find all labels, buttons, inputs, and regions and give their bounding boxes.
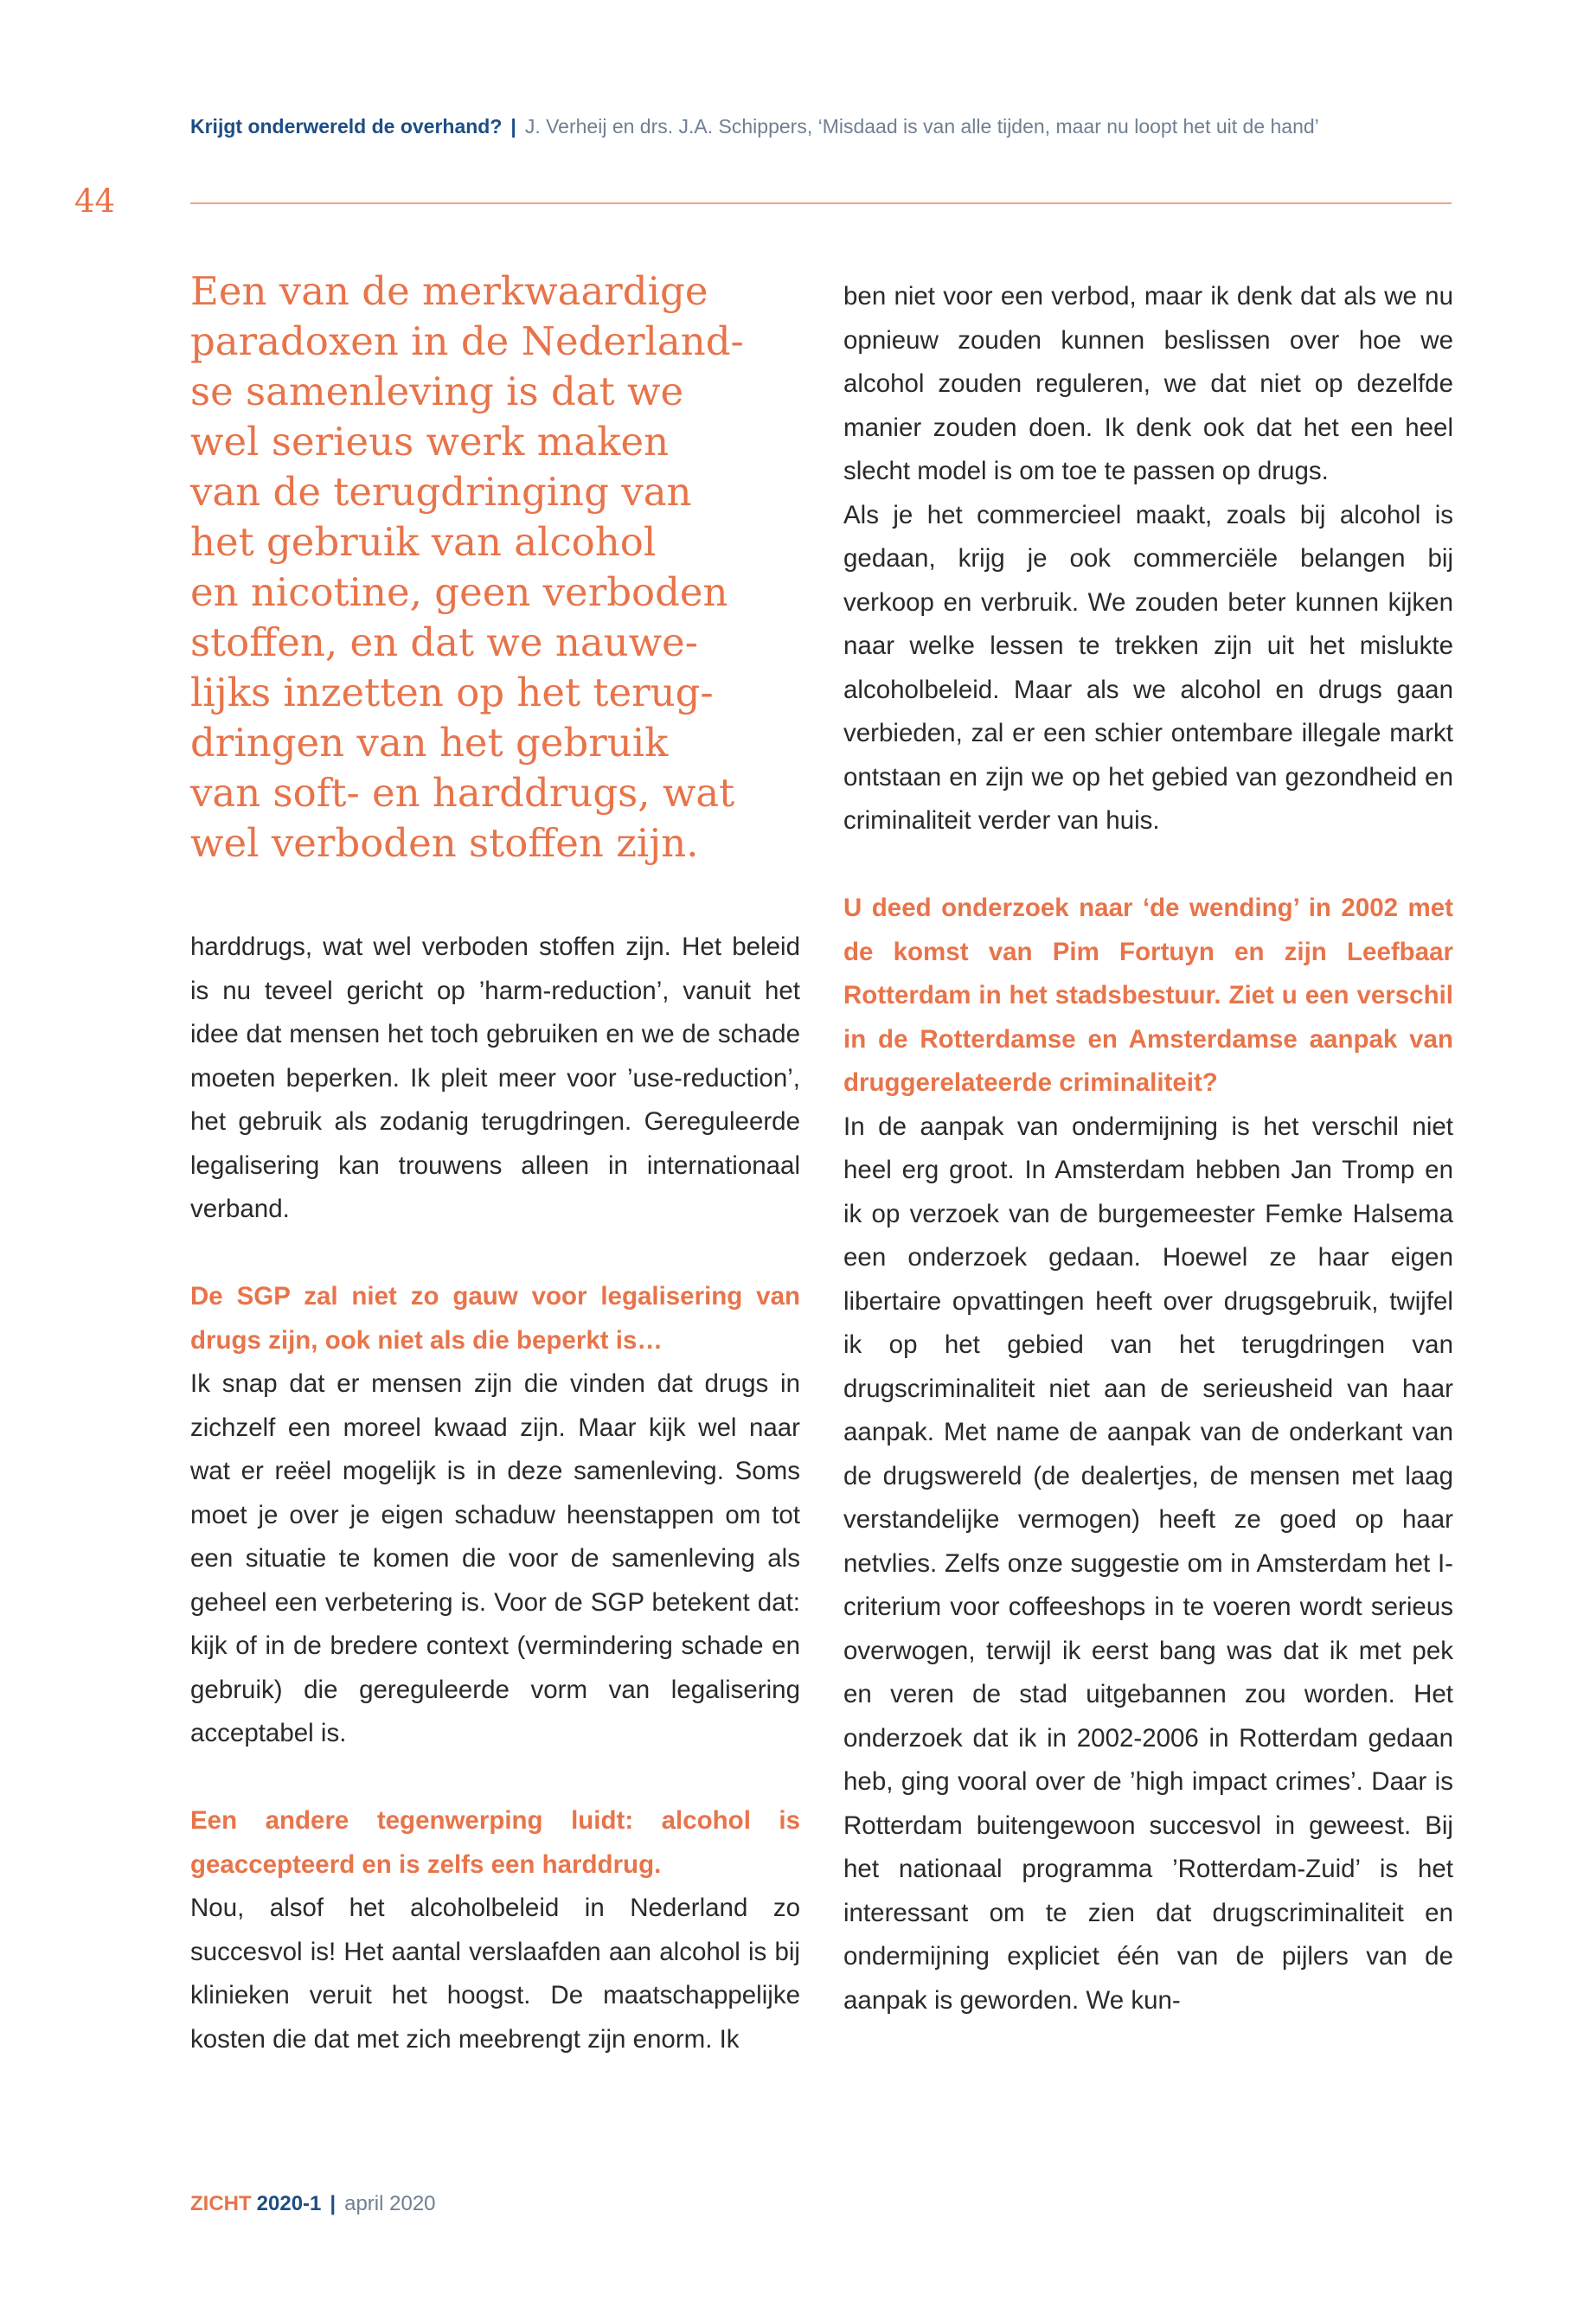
header-rule bbox=[190, 202, 1452, 204]
pull-quote-line: Een van de merkwaardige bbox=[190, 268, 708, 314]
pull-quote bbox=[190, 266, 796, 868]
page-footer bbox=[190, 2190, 436, 2218]
pull-quote-line: stoffen, en dat we nauwe- bbox=[190, 619, 698, 665]
pull-quote-line: van de terugdringing van bbox=[190, 469, 692, 515]
series-title: Krijgt onderwereld de overhand? bbox=[190, 115, 503, 138]
interview-question: Een andere tegenwerping luidt: alcohol is geaccepteerd en is zelfs een harddrug. bbox=[190, 1806, 800, 1879]
issue-number: 2020-1 bbox=[256, 2192, 322, 2215]
body-paragraph: harddrugs, wat wel verboden stoffen zijn. Het beleid is nu teveel gericht op ’harm-reduction’, vanuit het idee dat mensen het toch gebruiken en we de schade moeten beperken. Ik pleit meer voor ’use-reduction’, het gebruik als zodanig terugdringen. Gereguleerde legalisering kan trouwens alleen in internationaal verband. bbox=[190, 933, 800, 1223]
right-text-column bbox=[843, 275, 1453, 2022]
interview-answer: Nou, alsof het alcoholbeleid in Nederland zo succesvol is! Het aantal verslaafden aan alcohol is bij klinieken veruit het hoogst. De maatschappelijke kosten die dat met zich meebrengt zijn enorm. Ik bbox=[190, 1894, 800, 2054]
body-paragraph: ben niet voor een verbod, maar ik denk dat als we nu opnieuw zouden kunnen beslissen over hoe we alcohol zouden reguleren, we dat niet op dezelfde manier zouden doen. Ik denk ook dat het een heel slecht model is om toe te passen op drugs. bbox=[843, 282, 1453, 485]
left-text-column bbox=[190, 926, 800, 2061]
running-header bbox=[190, 111, 1453, 142]
body-paragraph: Als je het commercieel maakt, zoals bij alcohol is gedaan, krijg je ook commerciële belangen bij verkoop en verbruik. We zouden beter kunnen kijken naar welke lessen te trekken zijn uit het mislukte alcoholbeleid. Maar als we alcohol en drugs gaan verbieden, zal er een schier ontembare illegale markt ontstaan en zijn we op het gebied van gezondheid en criminaliteit verder van huis. bbox=[843, 500, 1453, 835]
footer-separator: | bbox=[330, 2192, 337, 2215]
interview-answer: Ik snap dat er mensen zijn die vinden dat drugs in zichzelf een moreel kwaad zijn. Maar kijk wel naar wat er reëel mogelijk is in deze samenleving. Soms moet je over je eigen schaduw heenstappen om tot een situatie te komen die voor de samenleving als geheel een verbetering is. Voor de SGP betekent dat: kijk of in de bredere context (vermindering schade en gebruik) die gereguleerde vorm van legalisering acceptabel is. bbox=[190, 1369, 800, 1747]
interview-answer: In de aanpak van ondermijning is het verschil niet heel erg groot. In Amsterdam hebben Jan Tromp en ik op verzoek van de burgemeester Femke Halsema een onderzoek gedaan. Hoewel ze haar eigen libertaire opvattingen heeft over drugsgebruik, twijfel ik op het gebied van het terugdringen van drugscriminaliteit niet aan de serieusheid van haar aanpak. Met name de aanpak van de onderkant van de drugswereld (de dealertjes, de mensen met laag verstandelijke vermogen) heeft ze goed op haar netvlies. Zelfs onze suggestie om in Amsterdam het I-criterium voor coffeeshops in te voeren wordt serieus overwogen, terwijl ik eerst bang was dat ik met pek en veren de stad uitgebannen zou worden. Het onderzoek dat ik in 2002-2006 in Rotterdam gedaan heb, ging vooral over de ’high impact crimes’. Daar is Rotterdam buitengewoon succesvol in geweest. Bij het nationaal programma ’Rotterdam-Zuid’ is het interessant om te zien dat drugscriminaliteit en ondermijning expliciet één van de pijlers van de aanpak is geworden. We kun- bbox=[843, 1112, 1453, 2015]
pull-quote-line: het gebruik van alcohol bbox=[190, 519, 657, 565]
interview-question: De SGP zal niet zo gauw voor legalisering van drugs zijn, ook niet als die beperkt is… bbox=[190, 1282, 800, 1355]
pull-quote-line: paradoxen in de Nederland- bbox=[190, 318, 744, 364]
pull-quote-line: wel serieus werk maken bbox=[190, 419, 670, 465]
interview-question: U deed onderzoek naar ‘de wending’ in 2002 met de komst van Pim Fortuyn en zijn Leefbaar Rotterdam in het stadsbestuur. Ziet u een verschil in de Rotterdamse en Amsterdamse aanpak van druggerelateerde criminaliteit? bbox=[843, 894, 1453, 1097]
pull-quote-line: wel verboden stoffen zijn. bbox=[190, 820, 699, 866]
pull-quote-line: lijks inzetten op het terug- bbox=[190, 670, 714, 715]
header-separator: | bbox=[510, 115, 516, 138]
pull-quote-line: en nicotine, geen verboden bbox=[190, 569, 728, 615]
article-byline: J. Verheij en drs. J.A. Schippers, ‘Misdaad is van alle tijden, maar nu loopt het uit de hand’ bbox=[524, 115, 1319, 138]
magazine-name: ZICHT bbox=[190, 2192, 252, 2215]
pull-quote-line: van soft- en harddrugs, wat bbox=[190, 770, 735, 816]
issue-date: april 2020 bbox=[344, 2192, 436, 2215]
pull-quote-line: se samenleving is dat we bbox=[190, 369, 684, 414]
page-number: 44 bbox=[74, 183, 116, 220]
pull-quote-line: dringen van het gebruik bbox=[190, 720, 669, 766]
